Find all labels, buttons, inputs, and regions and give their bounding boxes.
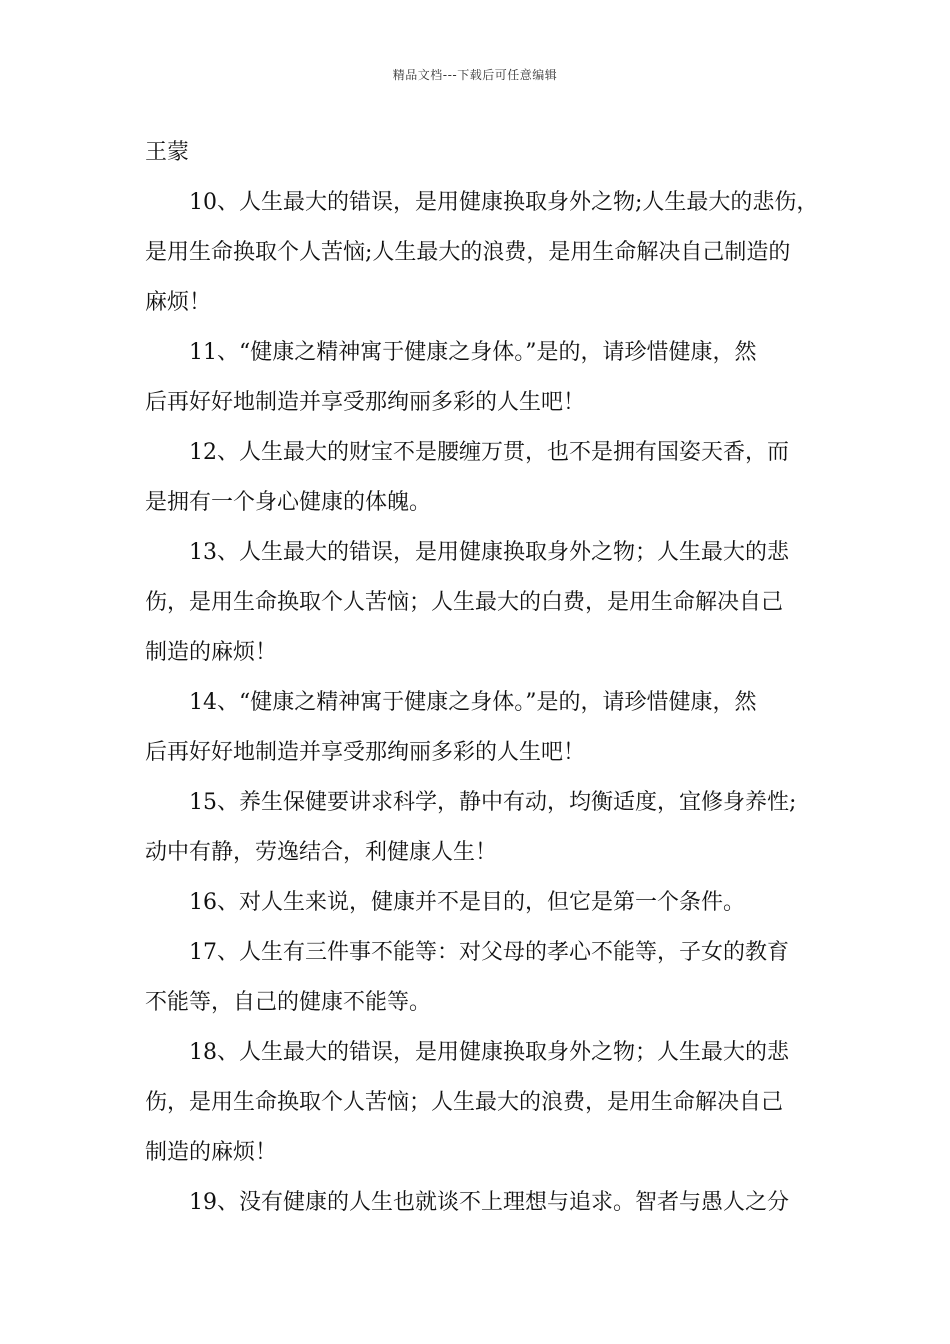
page-header: 精品文档---下载后可任意编辑 [392, 68, 558, 82]
text-line: 16、对人生来说，健康并不是目的，但它是第一个条件。 [189, 890, 745, 915]
text-line: 14、“健康之精神寓于健康之身体。”是的，请珍惜健康，然 [189, 690, 757, 715]
text-line: 是拥有一个身心健康的体魄。 [145, 490, 432, 515]
text-line: 麻烦！ [145, 290, 212, 315]
text-line: 伤，是用生命换取个人苦恼；人生最大的白费，是用生命解决自己 [145, 590, 784, 615]
text-line: 后再好好地制造并享受那绚丽多彩的人生吧！ [145, 740, 586, 765]
text-line: 10、人生最大的错误，是用健康换取身外之物;人生最大的悲伤， [189, 190, 819, 215]
text-line: 伤，是用生命换取个人苦恼；人生最大的浪费，是用生命解决自己 [145, 1090, 784, 1115]
text-line: 18、人生最大的错误，是用健康换取身外之物；人生最大的悲 [189, 1040, 789, 1065]
text-line: 动中有静，劳逸结合，利健康人生！ [145, 840, 498, 865]
document-body [145, 128, 817, 1228]
text-line: 15、养生保健要讲求科学，静中有动，均衡适度，宜修身养性; [189, 790, 797, 815]
text-line: 是用生命换取个人苦恼;人生最大的浪费，是用生命解决自己制造的 [145, 240, 791, 265]
text-line: 17、人生有三件事不能等：对父母的孝心不能等，子女的教育 [189, 940, 789, 965]
text-line: 王蒙 [145, 140, 190, 165]
text-line: 19、没有健康的人生也就谈不上理想与追求。智者与愚人之分 [189, 1190, 789, 1215]
text-line: 后再好好地制造并享受那绚丽多彩的人生吧！ [145, 390, 586, 415]
text-line: 制造的麻烦！ [145, 1140, 278, 1165]
text-line: 12、人生最大的财宝不是腰缠万贯，也不是拥有国姿天香，而 [189, 440, 789, 465]
text-line: 不能等，自己的健康不能等。 [145, 990, 432, 1015]
text-line: 11、“健康之精神寓于健康之身体。”是的，请珍惜健康，然 [189, 340, 757, 365]
text-line: 13、人生最大的错误，是用健康换取身外之物；人生最大的悲 [189, 540, 789, 565]
text-line: 制造的麻烦！ [145, 640, 278, 665]
